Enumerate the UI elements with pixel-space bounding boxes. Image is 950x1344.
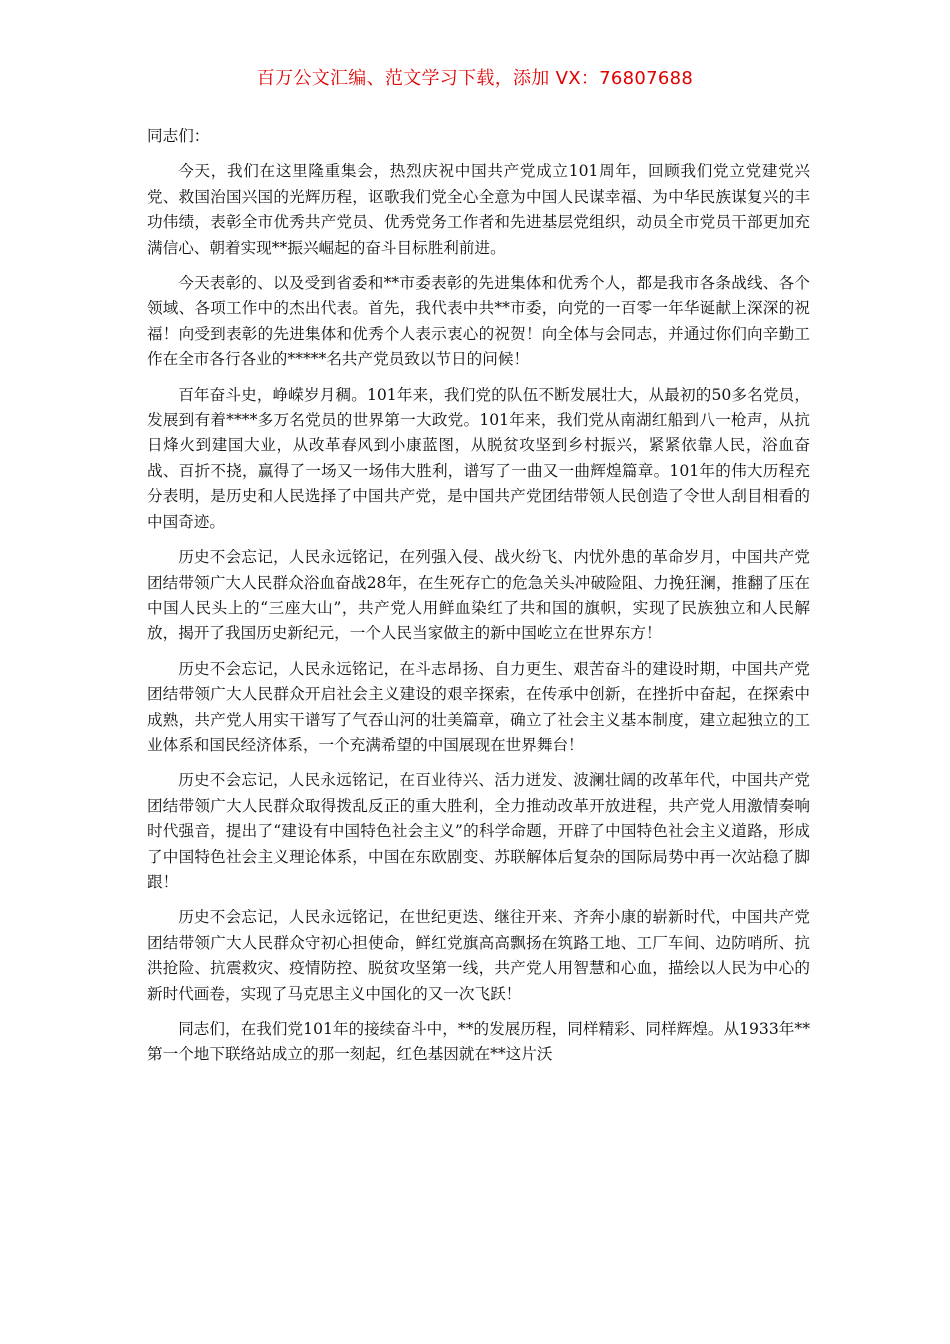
document-body	[147, 124, 810, 1078]
paragraph: 历史不会忘记，人民永远铭记，在列强入侵、战火纷飞、内忧外患的革命岁月，中国共产党团结带领广大人民群众浴血奋战28年，在生死存亡的危急关头冲破险阻、力挽狂澜，推翻了压在中国人民头上的“三座大山”，共产党人用鲜血染红了共和国的旗帜，实现了民族独立和人民解放，揭开了我国历史新纪元，一个人民当家做主的新中国屹立在世界东方！	[147, 548, 810, 643]
paragraph: 百年奋斗史，峥嵘岁月稠。101年来，我们党的队伍不断发展壮大，从最初的50多名党员，发展到有着****多万名党员的世界第一大政党。101年来，我们党从南湖红船到八一枪声，从抗日烽火到建国大业，从改革春风到小康蓝图，从脱贫攻坚到乡村振兴，紧紧依靠人民，浴血奋战、百折不挠，赢得了一场又一场伟大胜利，谱写了一曲又一曲辉煌篇章。101年的伟大历程充分表明，是历史和人民选择了中国共产党，是中国共产党团结带领人民创造了令世人刮目相看的中国奇迹。	[147, 385, 810, 531]
salutation: 同志们：	[147, 127, 210, 145]
paragraph: 历史不会忘记，人民永远铭记，在世纪更迭、继往开来、齐奔小康的崭新时代，中国共产党团结带领广大人民群众守初心担使命，鲜红党旗高高飘扬在筑路工地、工厂车间、边防哨所、抗洪抢险、抗震救灾、疫情防控、脱贫攻坚第一线，共产党人用智慧和心血，描绘以人民为中心的新时代画卷，实现了马克思主义中国化的又一次飞跃！	[147, 908, 810, 1003]
paragraph: 同志们，在我们党101年的接续奋斗中，**的发展历程，同样精彩、同样辉煌。从1933年**第一个地下联络站成立的那一刻起，红色基因就在**这片沃	[147, 1020, 810, 1064]
paragraph: 历史不会忘记，人民永远铭记，在百业待兴、活力迸发、波澜壮阔的改革年代，中国共产党团结带领广大人民群众取得拨乱反正的重大胜利，全力推动改革开放进程，共产党人用激情奏响时代强音，提出了“建设有中国特色社会主义”的科学命题，开辟了中国特色社会主义道路，形成了中国特色社会主义理论体系，中国在东欧剧变、苏联解体后复杂的国际局势中再一次站稳了脚跟！	[147, 771, 810, 891]
paragraph: 今天表彰的、以及受到省委和**市委表彰的先进集体和优秀个人，都是我市各条战线、各个领域、各项工作中的杰出代表。首先，我代表中共**市委，向党的一百零一年华诞献上深深的祝福！向受到表彰的先进集体和优秀个人表示衷心的祝贺！向全体与会同志，并通过你们向辛勤工作在全市各行各业的*****名共产党员致以节日的问候！	[147, 274, 810, 369]
header-banner: 百万公文汇编、范文学习下载，添加 VX：76807688	[256, 68, 694, 89]
paragraph: 今天，我们在这里隆重集会，热烈庆祝中国共产党成立101周年，回顾我们党立党建党兴党、救国治国兴国的光辉历程，讴歌我们党全心全意为中国人民谋幸福、为中华民族谋复兴的丰功伟绩，表彰全市优秀共产党员、优秀党务工作者和先进基层党组织，动员全市党员干部更加充满信心、朝着实现**振兴崛起的奋斗目标胜利前进。	[147, 162, 810, 257]
paragraph: 历史不会忘记，人民永远铭记，在斗志昂扬、自力更生、艰苦奋斗的建设时期，中国共产党团结带领广大人民群众开启社会主义建设的艰辛探索，在传承中创新，在挫折中奋起，在探索中成熟，共产党人用实干谱写了气吞山河的壮美篇章，确立了社会主义基本制度，建立起独立的工业体系和国民经济体系，一个充满希望的中国展现在世界舞台！	[147, 659, 810, 754]
